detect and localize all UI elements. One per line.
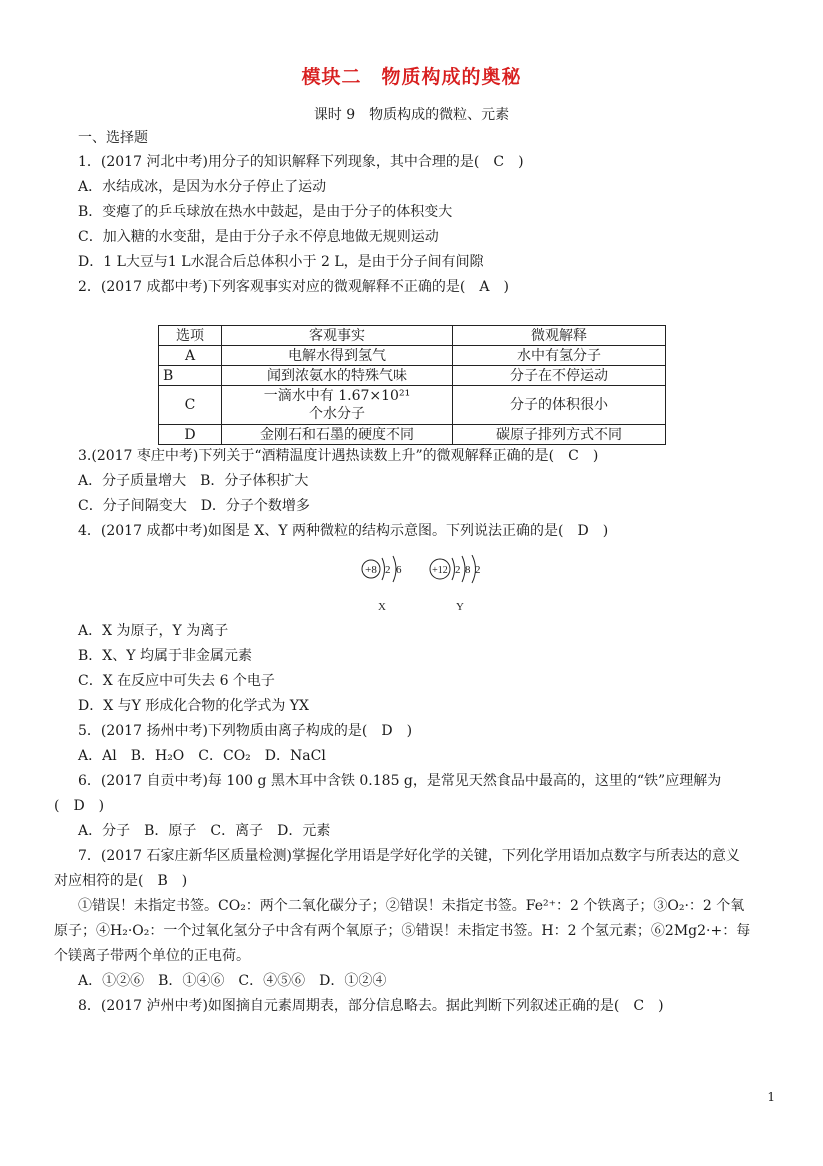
table-cell: 金刚石和石墨的硬度不同 bbox=[222, 425, 453, 445]
table-header-cell: 客观事实 bbox=[222, 326, 453, 346]
question-5-stem: 5．(2017 扬州中考)下列物质由离子构成的是( D ) bbox=[78, 723, 413, 739]
table-header-row bbox=[159, 326, 666, 346]
question-6-stem: 6．(2017 自贡中考)每 100 g 黑木耳中含铁 0.185 g，是常见天然食品中最高的，这里的“铁”应理解为 bbox=[78, 773, 722, 789]
question-4-option-c: C．X 在反应中可失去 6 个电子 bbox=[78, 673, 275, 689]
y-shell-electrons: 2 bbox=[475, 564, 481, 576]
atom-structure-diagram bbox=[360, 555, 490, 615]
table-cell: 电解水得到氢气 bbox=[222, 346, 453, 366]
question-1-option-c: C．加入糖的水变甜，是由于分子永不停息地做无规则运动 bbox=[78, 229, 439, 245]
y-shell-electrons: 8 bbox=[465, 564, 471, 576]
question-6-options: A．分子 B．原子 C．离子 D．元素 bbox=[78, 823, 331, 839]
question-7-body: ①错误！未指定书签。CO₂：两个二氧化碳分子；②错误！未指定书签。Fe²⁺：2 个铁离子；③O₂·：2 个氧 bbox=[78, 898, 745, 914]
page-subtitle: 课时 9 物质构成的微粒、元素 bbox=[313, 107, 510, 123]
table-cell: 分子在不停运动 bbox=[453, 366, 666, 386]
question-3-options-ab: A．分子质量增大 B．分子体积扩大 bbox=[78, 473, 309, 489]
table-cell: C bbox=[159, 386, 222, 425]
question-4-stem: 4．(2017 成都中考)如图是 X、Y 两种微粒的结构示意图。下列说法正确的是( D ) bbox=[78, 523, 609, 539]
question-3-options-cd: C．分子间隔变大 D．分子个数增多 bbox=[78, 498, 310, 514]
question-2-stem: 2．(2017 成都中考)下列客观事实对应的微观解释不正确的是( A ) bbox=[78, 279, 509, 295]
question-7-body: 个镁离子带两个单位的正电荷。 bbox=[54, 948, 250, 964]
table-cell: 一滴水中有 1.67×10²¹ 个水分子 bbox=[222, 386, 453, 425]
question-8-stem: 8．(2017 泸州中考)如图摘自元素周期表，部分信息略去。据此判断下列叙述正确的是( C ) bbox=[78, 998, 664, 1014]
question-1-option-a: A．水结成冰，是因为水分子停止了运动 bbox=[78, 179, 327, 195]
question-7-options: A．①②⑥ B．①④⑥ C．④⑤⑥ D．①②④ bbox=[78, 973, 387, 989]
x-shell-electrons: 6 bbox=[396, 564, 402, 576]
question-3-stem: 3.(2017 枣庄中考)下列关于“酒精温度计遇热读数上升”的微观解释正确的是( C ) bbox=[78, 448, 599, 464]
question-7-stem-cont: 对应相符的是( B ) bbox=[54, 873, 188, 889]
y-label: Y bbox=[456, 601, 464, 613]
question-1-option-b: B．变瘪了的乒乓球放在热水中鼓起，是由于分子的体积变大 bbox=[78, 204, 453, 220]
table-cell: 分子的体积很小 bbox=[453, 386, 666, 425]
question-6-answer: ( D ) bbox=[54, 798, 105, 814]
x-nucleus-label: +8 bbox=[365, 564, 377, 576]
table-cell: B bbox=[159, 366, 222, 386]
question-1-option-d: D．1 L大豆与1 L水混合后总体积小于 2 L，是由于分子间有间隙 bbox=[78, 254, 484, 270]
table-header-cell: 选项 bbox=[159, 326, 222, 346]
x-label: X bbox=[378, 601, 386, 613]
table-row bbox=[159, 386, 666, 425]
question-2-table bbox=[158, 325, 666, 445]
page-title: 模块二 物质构成的奥秘 bbox=[301, 66, 522, 88]
y-shell-electrons: 2 bbox=[455, 564, 461, 576]
question-4-option-a: A．X 为原子，Y 为离子 bbox=[78, 623, 229, 639]
table-row bbox=[159, 366, 666, 386]
question-4-option-b: B．X、Y 均属于非金属元素 bbox=[78, 648, 252, 664]
question-5-options: A．Al B．H₂O C．CO₂ D．NaCl bbox=[78, 748, 326, 764]
table-cell: 碳原子排列方式不同 bbox=[453, 425, 666, 445]
table-cell: A bbox=[159, 346, 222, 366]
table-row bbox=[159, 346, 666, 366]
page-number: 1 bbox=[767, 1090, 775, 1104]
question-7-stem: 7．(2017 石家庄新华区质量检测)掌握化学用语是学好化学的关键，下列化学用语加点数字与所表达的意义 bbox=[78, 848, 740, 864]
y-nucleus-label: +12 bbox=[432, 565, 448, 576]
section-heading: 一、选择题 bbox=[78, 130, 148, 146]
table-header-cell: 微观解释 bbox=[453, 326, 666, 346]
question-1-stem: 1．(2017 河北中考)用分子的知识解释下列现象，其中合理的是( C ) bbox=[78, 154, 524, 170]
table-cell: 水中有氢分子 bbox=[453, 346, 666, 366]
table-cell: D bbox=[159, 425, 222, 445]
question-4-option-d: D．X 与Y 形成化合物的化学式为 YX bbox=[78, 698, 309, 714]
table-row bbox=[159, 425, 666, 445]
x-shell-electrons: 2 bbox=[385, 564, 391, 576]
table-cell: 闻到浓氨水的特殊气味 bbox=[222, 366, 453, 386]
question-7-body: 原子；④H₂·O₂：一个过氧化氢分子中含有两个氧原子；⑤错误！未指定书签。H：2 个氢元素；⑥2Mg2·+：每 bbox=[54, 923, 751, 939]
